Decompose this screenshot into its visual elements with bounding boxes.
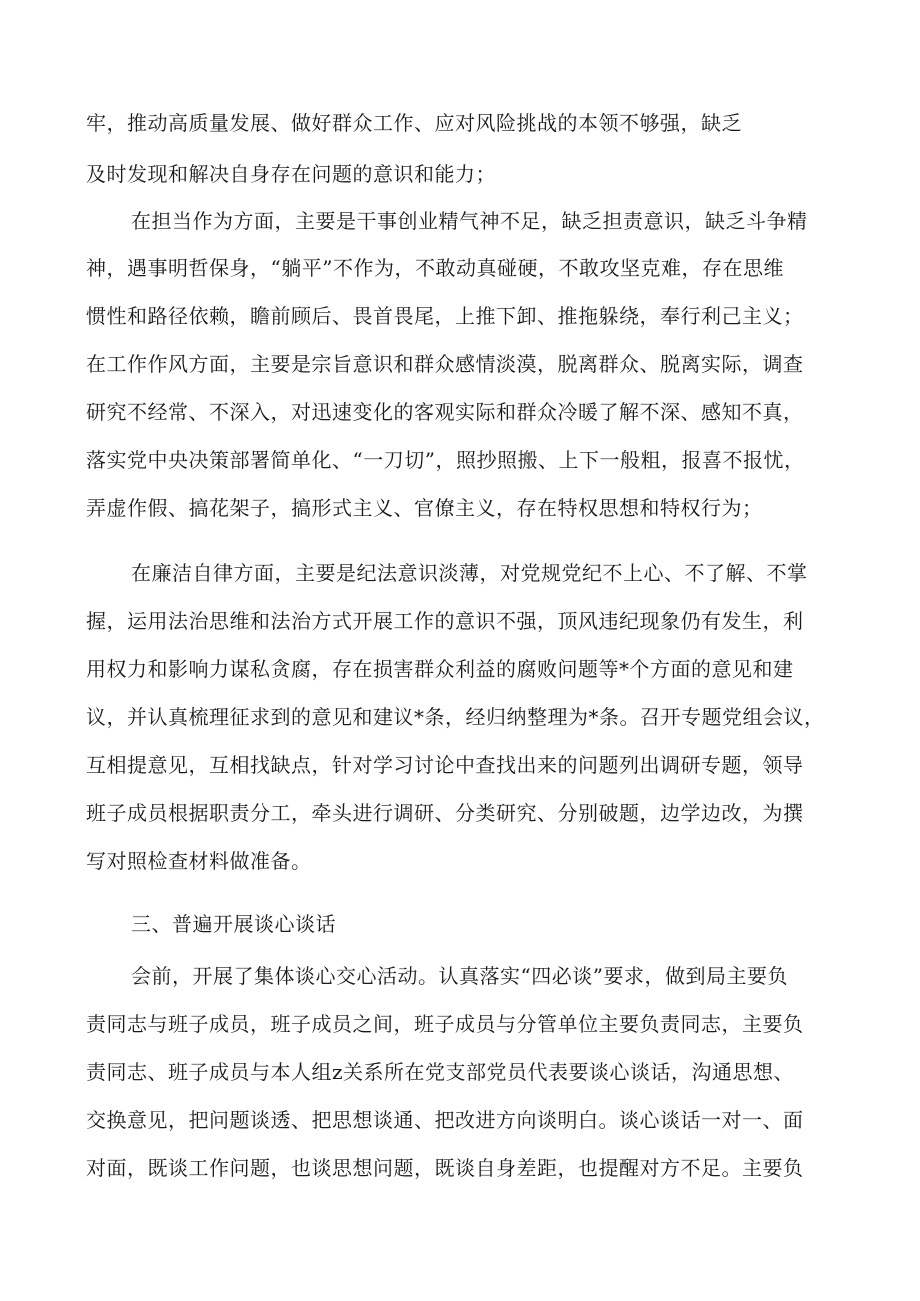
text-line: 班子成员根据职责分工，牵头进行调研、分类研究、分别破题，边学边改，为撰: [86, 801, 804, 825]
text-line: 在工作作风方面，主要是宗旨意识和群众感情淡漠，脱离群众、脱离实际，调查: [86, 352, 804, 376]
text-line: 议，并认真梳理征求到的意见和建议*条，经归纳整理为*条。召开专题党组会议，: [86, 705, 825, 729]
text-line: 会前，开展了集体谈心交心活动。认真落实“四必谈”要求，做到局主要负: [131, 964, 788, 988]
text-line: 对面，既谈工作问题，也谈思想问题，既谈自身差距，也提醒对方不足。主要负: [86, 1156, 804, 1180]
section-heading: 三、普遍开展谈心谈话: [131, 912, 336, 936]
text-line: 在廉洁自律方面，主要是纪法意识淡薄，对党规党纪不上心、不了解、不掌: [131, 561, 808, 585]
text-line: 落实党中央决策部署简单化、“一刀切”，照抄照搬、上下一般粗，报喜不报忧，: [86, 448, 805, 472]
text-line: 用权力和影响力谋私贪腐，存在损害群众利益的腐败问题等*个方面的意见和建: [86, 657, 794, 681]
text-line: 牢，推动高质量发展、做好群众工作、应对风险挑战的本领不够强，缺乏: [86, 111, 742, 135]
text-line: 弄虚作假、搞花架子，搞形式主义、官僚主义，存在特权思想和特权行为；: [86, 496, 763, 520]
text-line: 神，遇事明哲保身，“躺平”不作为，不敢动真碰硬，不敢攻坚克难，存在思维: [86, 256, 784, 280]
text-line: 交换意见，把问题谈透、把思想谈通、把改进方向谈明白。谈心谈话一对一、面: [86, 1108, 804, 1132]
text-line: 互相提意见，互相找缺点，针对学习讨论中查找出来的问题列出调研专题，领导: [86, 753, 804, 777]
text-line: 及时发现和解决自身存在问题的意识和能力；: [86, 162, 496, 186]
text-line: 写对照检查材料做准备。: [86, 849, 312, 873]
text-line: 在担当作为方面，主要是干事创业精气神不足，缺乏担责意识，缺乏斗争精: [131, 209, 808, 233]
text-line: 责同志与班子成员，班子成员之间，班子成员与分管单位主要负责同志，主要负: [86, 1012, 804, 1036]
text-line: 研究不经常、不深入，对迅速变化的客观实际和群众冷暖了解不深、感知不真，: [86, 400, 804, 424]
text-line: 握，运用法治思维和法治方式开展工作的意识不强，顶风违纪现象仍有发生，利: [86, 609, 804, 633]
text-line: 责同志、班子成员与本人组z关系所在党支部党员代表要谈心谈话，沟通思想、: [86, 1060, 795, 1084]
text-line: 惯性和路径依赖，瞻前顾后、畏首畏尾，上推下卸、推拖躲绕，奉行利己主义；: [86, 304, 804, 328]
